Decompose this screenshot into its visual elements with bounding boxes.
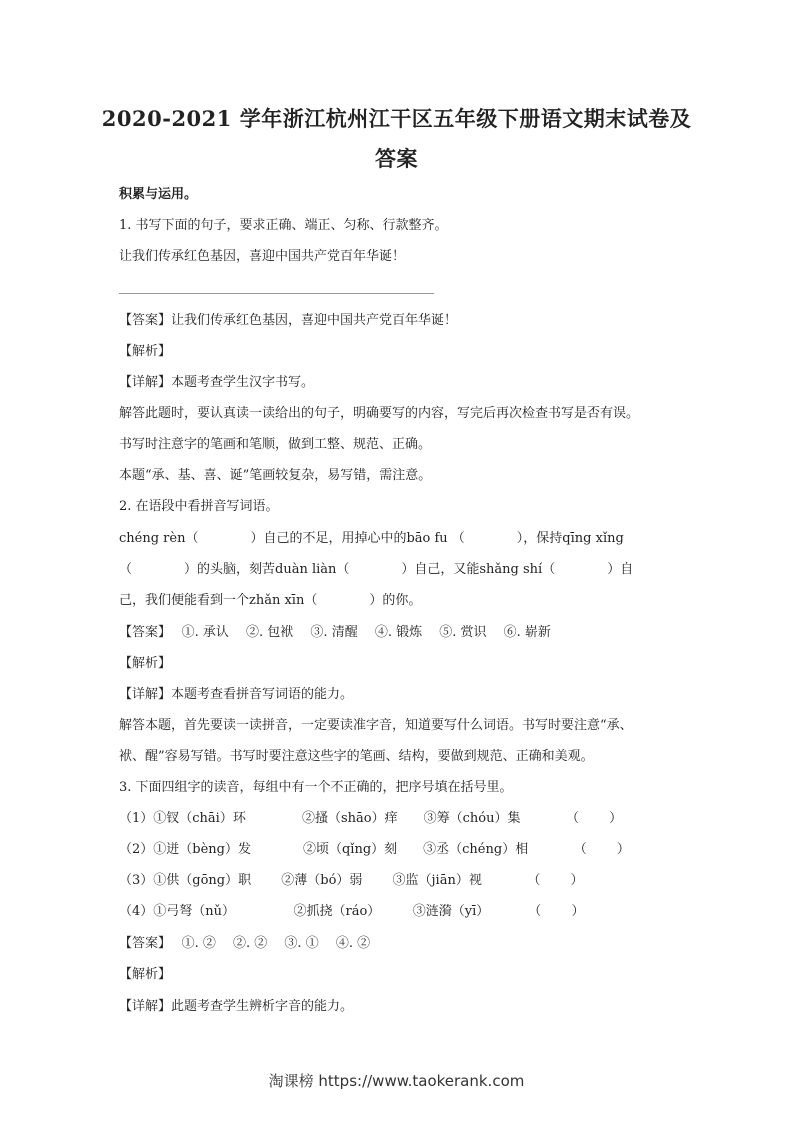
- detail-2-para-2: 袱、醒”容易写错。书写时要注意这些字的笔画、结构，要做到规范、正确和美观。: [119, 749, 594, 764]
- footer-watermark: 淘课榜 https://www.taokerank.com: [268, 1072, 525, 1090]
- document-title-line-2: 答案: [375, 146, 418, 171]
- detail-1-para-3: 本题“承、基、喜、诞”笔画较复杂，易写错，需注意。: [119, 468, 432, 483]
- analysis-2: 【解析】: [119, 656, 172, 671]
- detail-2-para-1: 解答本题，首先要读一读拼音，一定要读准字音，知道要写什么词语。书写时要注意“承、: [119, 718, 633, 733]
- question-3: 3. 下面四组字的读音，每组中有一个不正确的，把序号填在括号里。: [119, 780, 513, 795]
- question-3-group-2: （2）①迸（bèng）发 ②顷（qǐng）刻 ③丞（chéng）相 （ ）: [119, 842, 630, 857]
- question-2-text-1: chéng rèn（ ）自己的不足，用掉心中的bāo fu （ ），保持qīng xǐng: [119, 531, 624, 546]
- answer-1: 【答案】让我们传承红色基因，喜迎中国共产党百年华诞！: [119, 313, 458, 328]
- answer-2: 【答案】 ①. 承认 ②. 包袱 ③. 清醒 ④. 锻炼 ⑤. 赏识 ⑥. 崭新: [119, 625, 551, 640]
- analysis-1: 【解析】: [119, 344, 172, 359]
- detail-2: 【详解】本题考查看拼音写词语的能力。: [119, 687, 354, 702]
- question-1: 1. 书写下面的句子，要求正确、端正、匀称、行款整齐。: [119, 218, 448, 233]
- detail-1-para-1: 解答此题时，要认真读一读给出的句子，明确要写的内容，写完后再次检查书写是否有误。: [119, 406, 640, 421]
- question-3-group-1: （1）①钗（chāi）环 ②搔（shāo）痒 ③筹（chóu）集 （ ）: [119, 811, 623, 826]
- detail-1-para-2: 书写时注意字的笔画和笔顺，做到工整、规范、正确。: [119, 437, 432, 452]
- detail-1: 【详解】本题考查学生汉字书写。: [119, 375, 315, 390]
- question-2-text-2: （ ）的头脑，刻苦duàn liàn（ ）自己，又能shǎng shí（ ）自: [119, 562, 634, 577]
- document-title-line-1: 2020-2021 学年浙江杭州江干区五年级下册语文期末试卷及: [101, 106, 692, 131]
- question-2: 2. 在语段中看拼音写词语。: [119, 499, 279, 514]
- question-1-sentence: 让我们传承红色基因，喜迎中国共产党百年华诞！: [119, 249, 406, 264]
- detail-3: 【详解】此题考查学生辨析字音的能力。: [119, 999, 354, 1014]
- writing-line: [119, 293, 434, 294]
- answer-3: 【答案】 ①. ② ②. ② ③. ① ④. ②: [119, 936, 371, 951]
- analysis-3: 【解析】: [119, 967, 172, 982]
- question-3-group-4: （4）①弓弩（nǔ） ②抓挠（ráo） ③涟漪（yī） （ ）: [119, 904, 585, 919]
- section-heading: 积累与运用。: [119, 187, 198, 202]
- question-3-group-3: （3）①供（gōng）职 ②薄（bó）弱 ③监（jiān）视 （ ）: [119, 873, 584, 888]
- question-2-text-3: 己，我们便能看到一个zhǎn xīn（ ）的你。: [119, 593, 422, 608]
